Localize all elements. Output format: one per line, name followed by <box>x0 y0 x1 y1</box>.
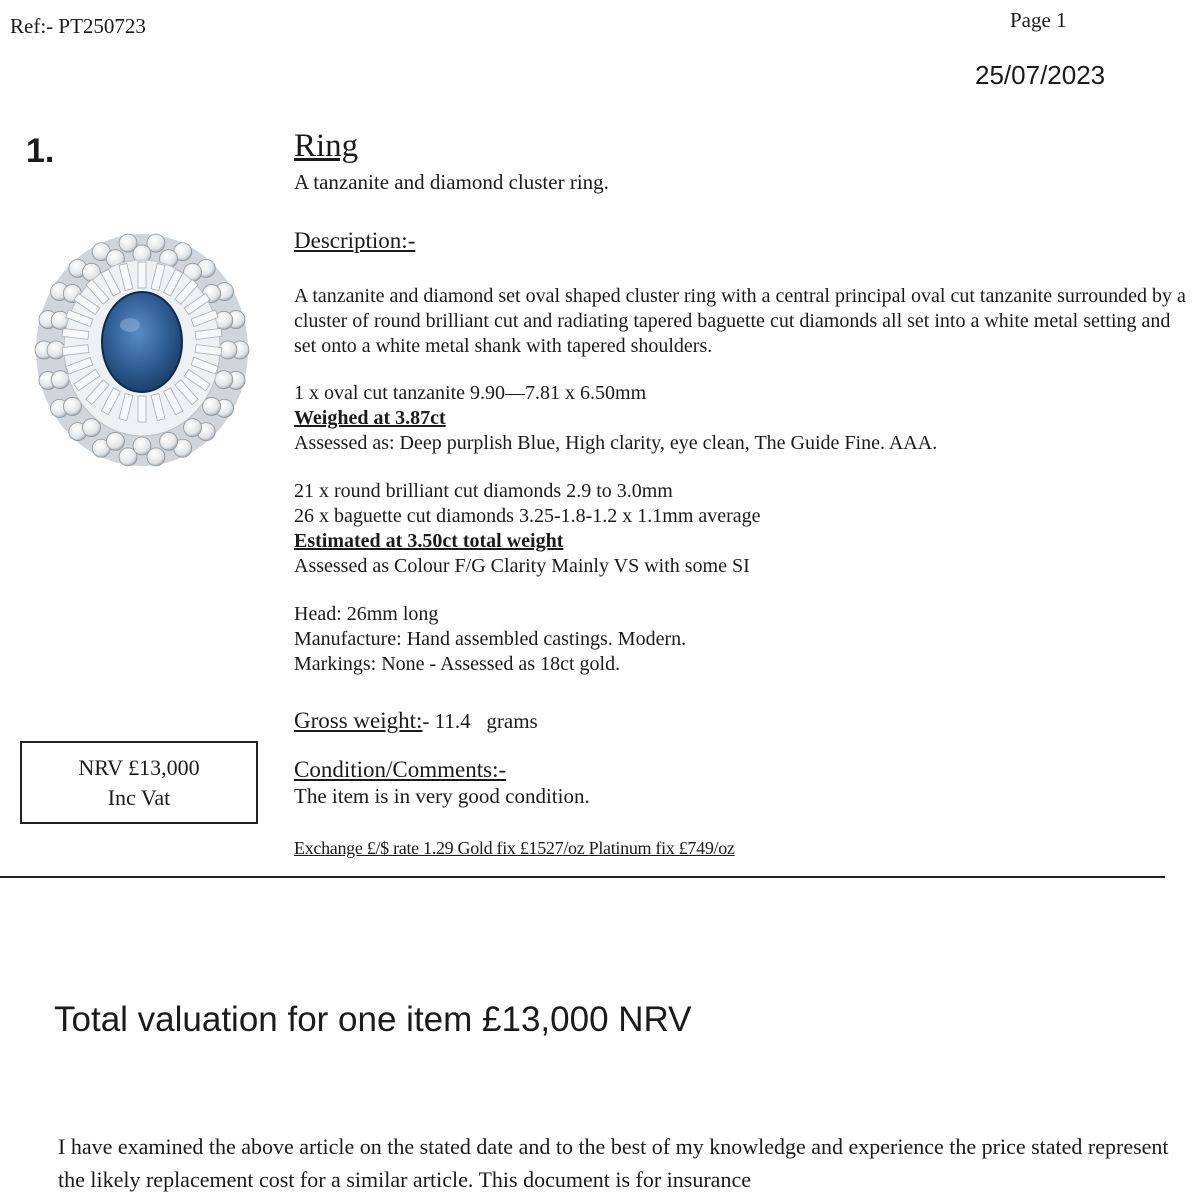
tanzanite-details <box>294 381 1174 456</box>
baguette-diamond <box>138 396 146 422</box>
declaration-text: I have examined the above article on the stated date and to the best of my knowledge and experience the price stated represent the likely replacement cost for a similar article. This document is for insurance <box>58 1134 1169 1192</box>
round-diamond <box>133 437 151 455</box>
item-number: 1. <box>26 132 55 170</box>
tanzanite-stone <box>102 292 182 392</box>
ring-photo <box>30 230 255 500</box>
condition-text: The item is in very good condition. <box>294 784 590 808</box>
nrv-value: NRV £13,000 <box>78 755 200 780</box>
total-valuation: Total valuation for one item £13,000 NRV <box>54 1000 692 1039</box>
gross-weight-label: Gross weight: <box>294 708 423 733</box>
condition-heading: Condition/Comments:- <box>294 757 507 782</box>
document-date: 25/07/2023 <box>975 60 1106 90</box>
gross-weight <box>294 708 538 734</box>
diamond-assessment: Assessed as Colour F/G Clarity Mainly VS with some SI <box>294 555 750 577</box>
round-diamond <box>184 419 202 437</box>
markings: Markings: None - Assessed as 18ct gold. <box>294 653 621 675</box>
diamond-details <box>294 479 1174 579</box>
round-diamond <box>106 432 124 450</box>
section-divider <box>0 876 1165 878</box>
round-diamond <box>82 419 100 437</box>
round-diamond <box>160 432 178 450</box>
nrv-vat: Inc Vat <box>107 785 171 810</box>
tanzanite-weight: Weighed at 3.87ct <box>294 407 446 429</box>
item-title: Ring <box>294 128 359 164</box>
head-size: Head: 26mm long <box>294 603 439 625</box>
round-diamonds: 21 x round brilliant cut diamonds 2.9 to 3.0mm <box>294 480 673 502</box>
reference-number: Ref:- PT250723 <box>10 14 146 38</box>
nrv-box <box>20 741 258 824</box>
round-diamond <box>51 371 69 389</box>
round-diamond <box>215 371 233 389</box>
tanzanite-size: 1 x oval cut tanzanite 9.90—7.81 x 6.50mm <box>294 382 647 404</box>
page-number: Page 1 <box>1010 8 1067 32</box>
item-details <box>294 602 1174 677</box>
baguette-diamond <box>138 262 146 288</box>
baguette-diamonds-text: 26 x baguette cut diamonds 3.25-1.8-1.2 x 1.1mm average <box>294 505 761 527</box>
diamond-weight: Estimated at 3.50ct total weight <box>294 530 564 552</box>
gross-weight-value: - 11.4 grams <box>422 709 538 733</box>
description-heading: Description:- <box>294 228 416 253</box>
tanzanite-assessment: Assessed as: Deep purplish Blue, High clarity, eye clean, The Guide Fine. AAA. <box>294 432 938 454</box>
item-subtitle: A tanzanite and diamond cluster ring. <box>294 170 609 194</box>
description-text: A tanzanite and diamond set oval shaped cluster ring with a central principal oval cut tanzanite surrounded by a cluster of round brilliant cut and radiating tapered baguette cut diamonds all set into a white metal setting and set onto a white metal shank with tapered shoulders. <box>294 285 1186 357</box>
manufacture: Manufacture: Hand assembled castings. Modern. <box>294 628 687 650</box>
exchange-rates: Exchange £/$ rate 1.29 Gold fix £1527/oz Platinum fix £749/oz <box>294 838 735 858</box>
